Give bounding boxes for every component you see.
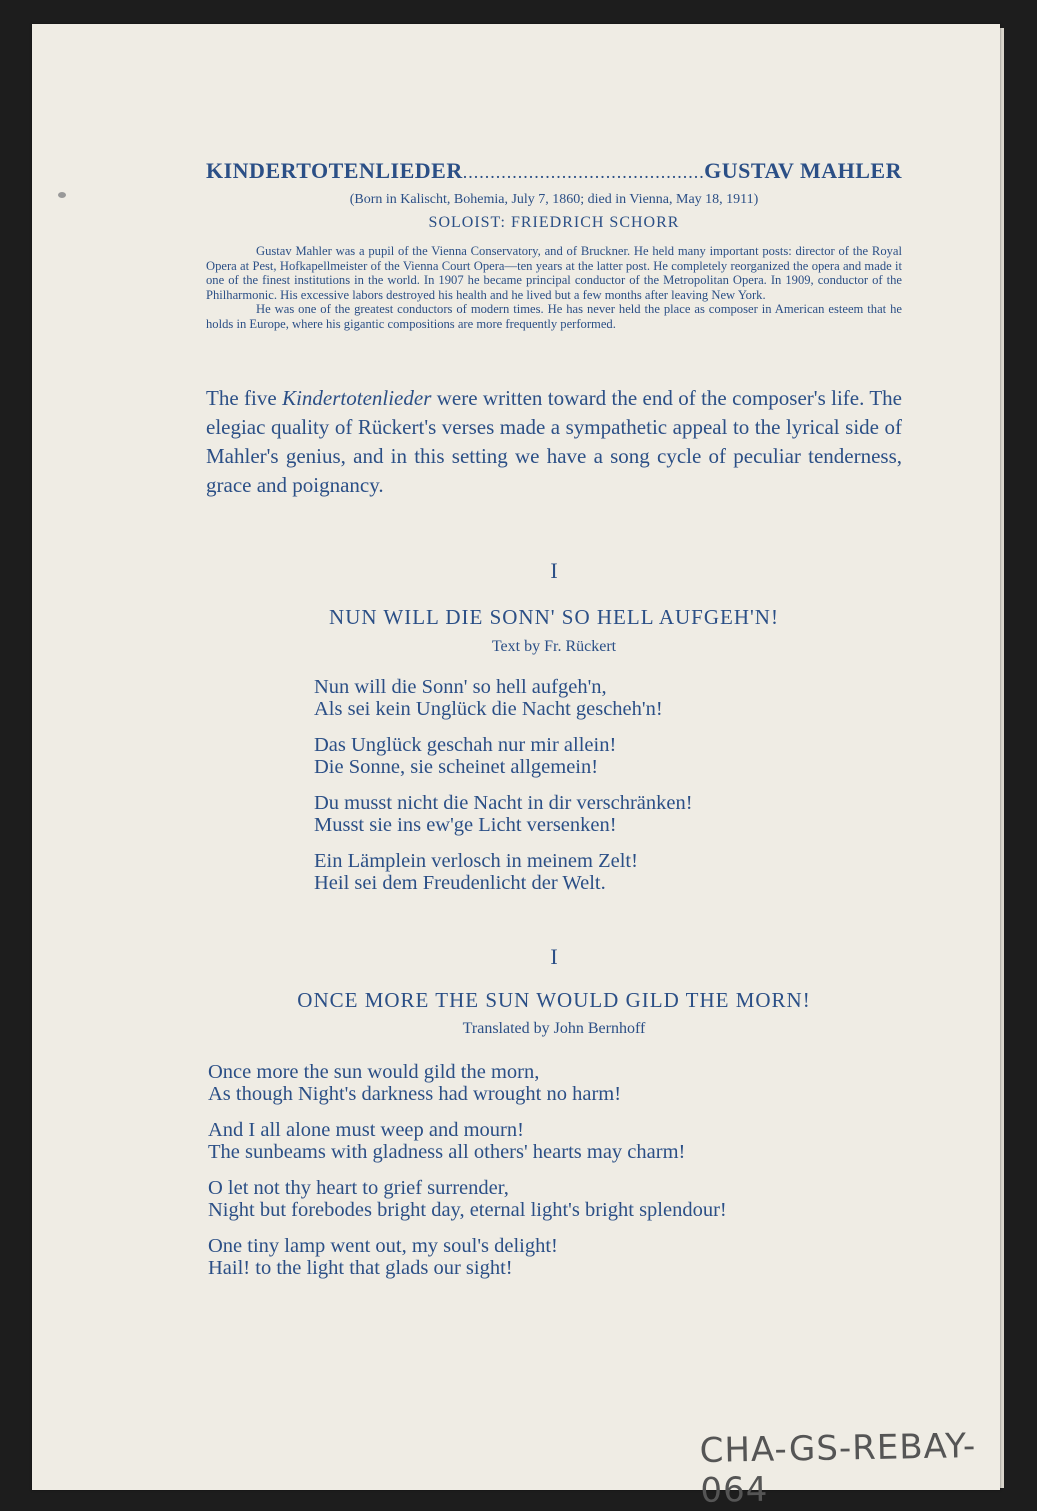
verse-line: Hail! to the light that glads our sight!	[208, 1257, 513, 1279]
verse-english	[208, 1061, 727, 1293]
stanza	[208, 1177, 727, 1221]
verse-line: Musst sie ins ew'ge Licht versenken!	[314, 814, 617, 836]
verse-line: Once more the sun would gild the morn,	[208, 1061, 540, 1083]
stanza	[208, 1119, 727, 1163]
song-title-german: NUN WILL DIE SONN' SO HELL AUFGEH'N!	[329, 605, 779, 629]
verse-line: The sunbeams with gladness all others' hearts may charm!	[208, 1141, 686, 1163]
intro-before: The five	[206, 386, 283, 410]
work-title: KINDERTOTENLIEDER	[206, 158, 463, 183]
soloist-line: SOLOIST: FRIEDRICH SCHORR	[428, 214, 680, 231]
program-note	[206, 384, 902, 500]
verse-line: And I all alone must weep and mourn!	[208, 1119, 524, 1141]
verse-line: Als sei kein Unglück die Nacht gescheh'n!	[314, 698, 663, 720]
stanza	[314, 850, 693, 894]
song-title-english: ONCE MORE THE SUN WOULD GILD THE MORN!	[297, 988, 811, 1012]
verse-line: Das Unglück geschah nur mir allein!	[314, 734, 617, 756]
verse-line: Ein Lämplein verlosch in meinem Zelt!	[314, 850, 638, 872]
composer-dates: (Born in Kalischt, Bohemia, July 7, 1860; died in Vienna, May 18, 1911)	[349, 192, 759, 207]
verse-line: Du musst nicht die Nacht in dir verschränken!	[314, 792, 693, 814]
bio-paragraph-1: Gustav Mahler was a pupil of the Vienna Conservatory, and of Bruckner. He held many important posts: director of the Royal Opera at Pest, Hofkapellmeister of the Vienna Court Opera—ten years at the latter post. He completely reorganized the opera and made it one of the finest institutions in the world. In 1907 he became principal conductor of the Metropolitan Opera. In 1909, conductor of the Philharmonic. His excessive labors destroyed his health and he lived but a few months after leaving New York.	[206, 244, 902, 302]
text-credit-english: Translated by John Bernhoff	[462, 1020, 646, 1037]
stanza	[314, 734, 693, 778]
stanza	[314, 792, 693, 836]
text-credit-german: Text by Fr. Rückert	[491, 638, 617, 655]
stanza	[208, 1061, 727, 1105]
bio-paragraph-2: He was one of the greatest conductors of modern times. He has never held the place as composer in American esteem that he holds in Europe, where his gigantic compositions are more frequently performed.	[206, 302, 902, 331]
composer-name: GUSTAV MAHLER	[704, 158, 902, 183]
composer-biography	[206, 244, 902, 331]
paper-speck	[58, 192, 66, 198]
verse-line: Heil sei dem Freudenlicht der Welt.	[314, 872, 606, 894]
verse-line: Night but forebodes bright day, eternal light's bright splendour!	[208, 1199, 727, 1221]
stanza	[314, 676, 693, 720]
intro-after: were written toward the end of the composer's life. The elegiac quality of Rückert's verses made a sympathetic appeal to the lyrical side of Mahler's genius, and in this setting we have a song cycle of peculiar tenderness, grace and poignancy.	[206, 386, 902, 497]
catalog-mark: CHA-GS-REBAY-064	[699, 1426, 977, 1511]
leader-dots	[463, 162, 704, 183]
verse-line: Nun will die Sonn' so hell aufgeh'n,	[314, 676, 607, 698]
intro-italic-title: Kindertotenlieder	[282, 386, 432, 410]
song-numeral-english: I	[550, 944, 558, 969]
work-title-row	[206, 158, 902, 184]
verse-line: As though Night's darkness had wrought no harm!	[208, 1083, 622, 1105]
verse-line: Die Sonne, sie scheinet allgemein!	[314, 756, 599, 778]
verse-german	[314, 676, 693, 908]
verse-line: O let not thy heart to grief surrender,	[208, 1177, 509, 1199]
stanza	[208, 1235, 727, 1279]
verse-line: One tiny lamp went out, my soul's delight!	[208, 1235, 558, 1257]
song-numeral-german: I	[550, 558, 558, 583]
